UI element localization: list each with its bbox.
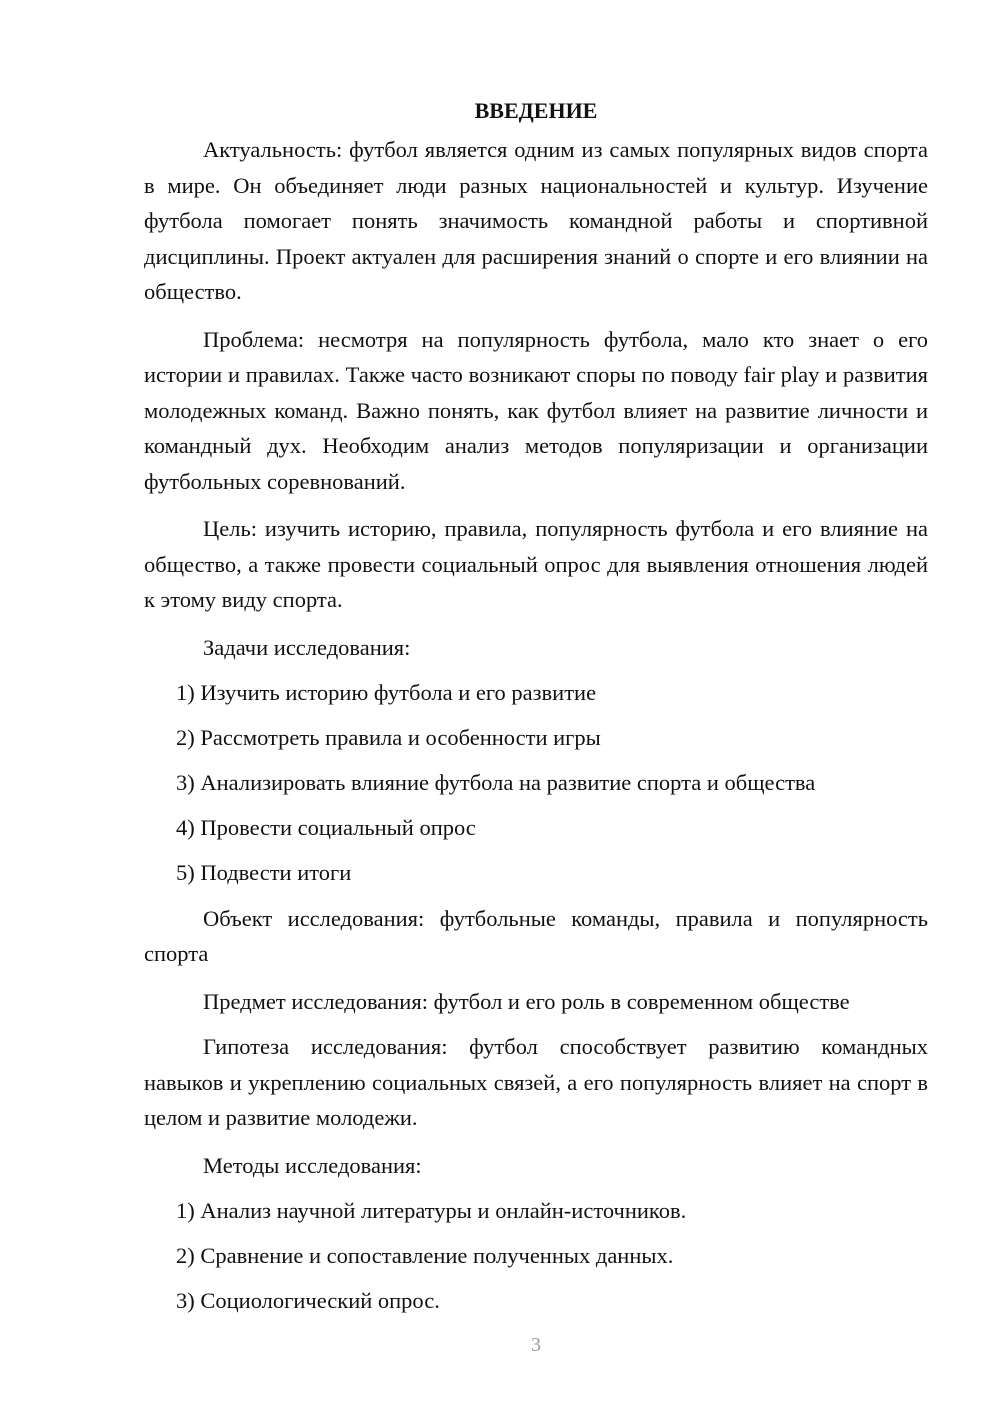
page-number: 3 [531, 1334, 541, 1356]
list-item-method-2: 2) Сравнение и сопоставление полученных данных. [176, 1243, 674, 1268]
list-item-method-1: 1) Анализ научной литературы и онлайн-источников. [176, 1198, 687, 1223]
methods-list [144, 1193, 928, 1319]
list-item-method-3: 3) Социологический опрос. [176, 1288, 440, 1313]
list-item-task-1: 1) Изучить историю футбола и его развитие [176, 680, 597, 705]
tasks-list [144, 675, 928, 891]
list-item-task-3: 3) Анализировать влияние футбола на развитие спорта и общества [176, 770, 816, 795]
goal-paragraph: Цель: изучить историю, правила, популярность футбола и его влияние на общество, а также провести социальный опрос для выявления отношения людей к этому виду спорта. [144, 516, 928, 612]
hypothesis-paragraph: Гипотеза исследования: футбол способствует развитию командных навыков и укреплению социальных связей, а его популярность влияет на спорт в целом и развитие молодежи. [144, 1034, 928, 1130]
relevance-paragraph: Актуальность: футбол является одним из самых популярных видов спорта в мире. Он объединяет люди разных национальностей и культур. Изучение футбола помогает понять значимость командной работы и спортивной дисциплины. Проект актуален для расширения знаний о спорте и его влиянии на общество. [144, 137, 928, 304]
list-item-task-4: 4) Провести социальный опрос [176, 815, 476, 840]
list-item-task-2: 2) Рассмотреть правила и особенности игры [176, 725, 601, 750]
list-item-task-5: 5) Подвести итоги [176, 860, 352, 885]
problem-paragraph: Проблема: несмотря на популярность футбола, мало кто знает о его истории и правилах. Также часто возникают споры по поводу fair play и развития молодежных команд. Важно понять, как футбол влияет на развитие личности и командный дух. Необходим анализ методов популяризации и организации футбольных соревнований. [144, 326, 928, 494]
object-paragraph: Объект исследования: футбольные команды, правила и популярность спорта [144, 905, 928, 966]
section-title: ВВЕДЕНИЕ [474, 98, 598, 123]
subject-paragraph: Предмет исследования: футбол и его роль в современном обществе [203, 988, 850, 1014]
page-content [144, 96, 928, 1329]
methods-heading: Методы исследования: [203, 1152, 422, 1178]
tasks-heading: Задачи исследования: [203, 634, 411, 660]
